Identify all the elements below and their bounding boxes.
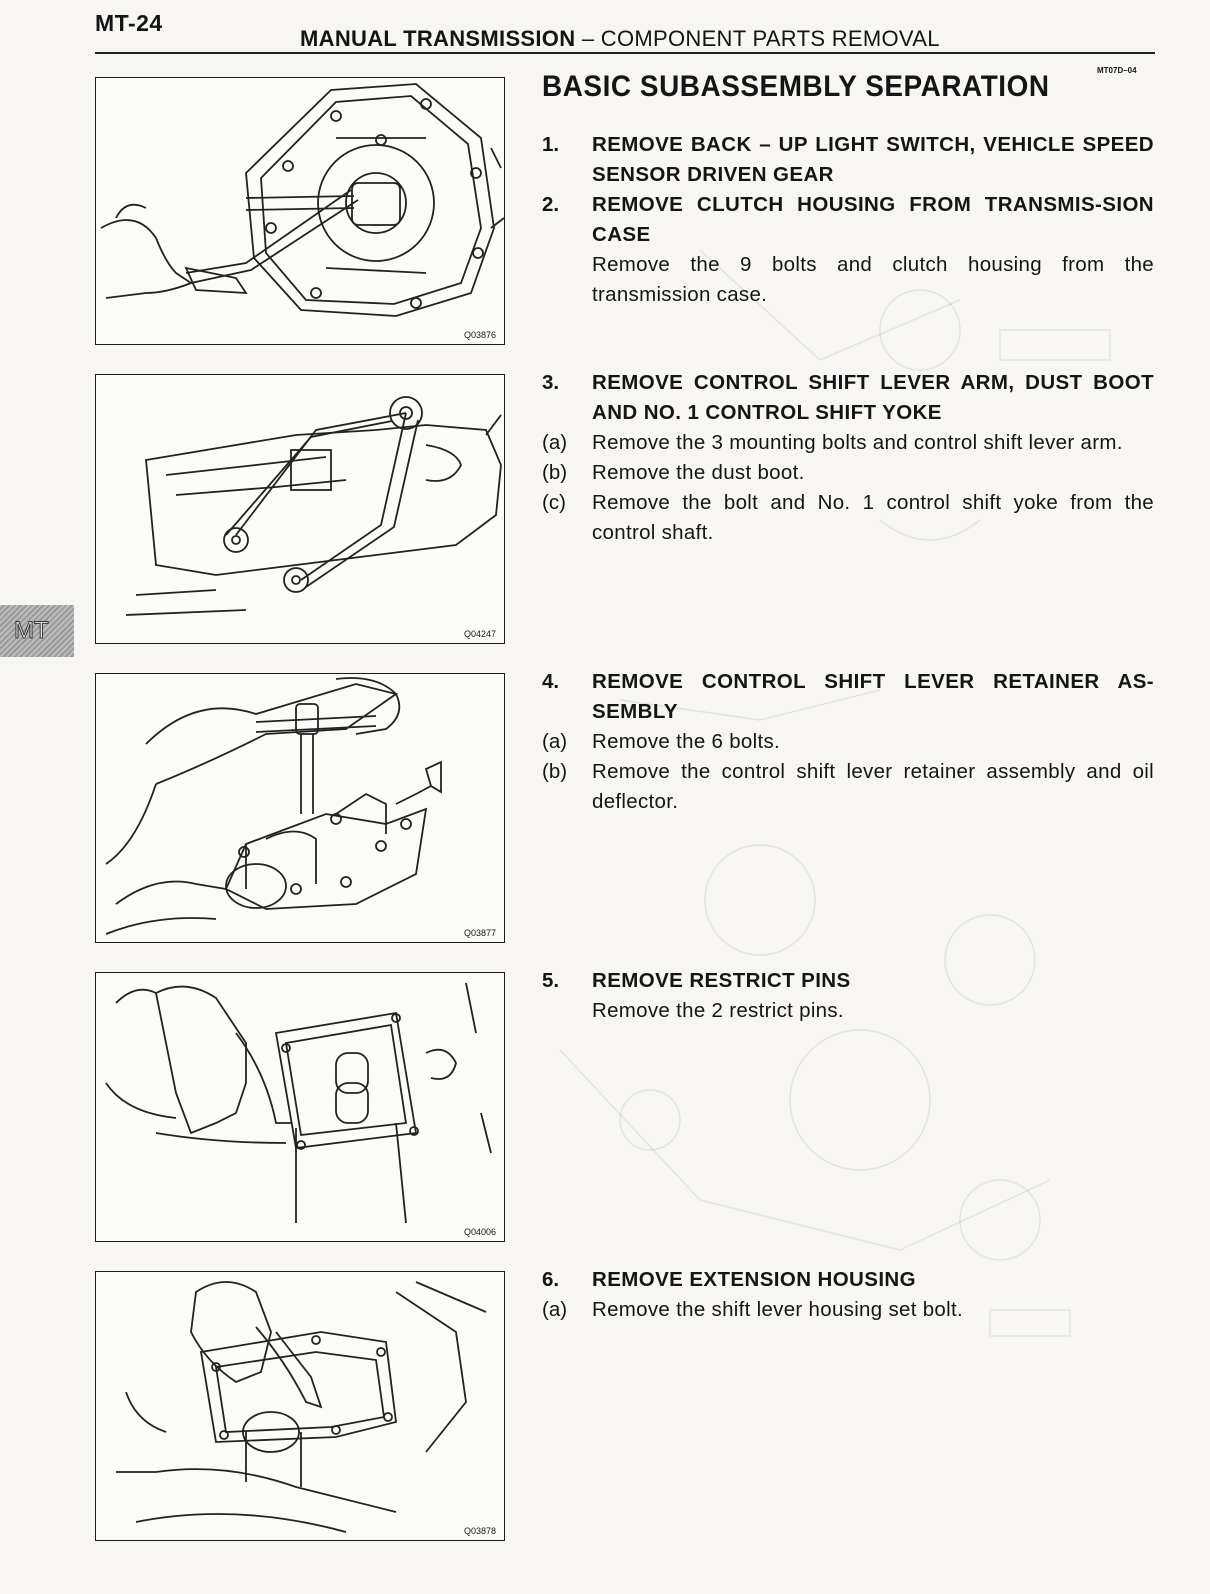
figure-code: Q04247 [463,629,496,639]
step-number: 6. [542,1268,560,1291]
section-title: BASIC SUBASSEMBLY SEPARATION [542,70,1050,103]
figure-code: Q03876 [463,330,496,340]
step-3 [542,368,1154,548]
chapter-title: MANUAL TRANSMISSION [300,26,576,51]
step-number: 1. [542,133,560,156]
substep-label: (b) [542,461,568,484]
substep-label: (c) [542,491,566,514]
figure-code: Q04006 [463,1227,496,1237]
step-number: 3. [542,371,560,394]
subject-title: COMPONENT PARTS REMOVAL [600,26,940,51]
step-number: 2. [542,193,560,216]
substep-text: Remove the 6 bolts. [592,730,781,753]
control-shift-lever-arm-illustration [96,375,505,644]
page-header [300,26,940,52]
step-heading: REMOVE CONTROL SHIFT LEVER RETAINER AS-SEMBLY [592,670,1154,723]
figure-control-shift-lever-arm [95,374,505,644]
figure-clutch-housing [95,77,505,345]
step-1 [542,130,1154,190]
clutch-housing-illustration [96,78,505,345]
step-heading: REMOVE BACK – UP LIGHT SWITCH, VEHICLE SPEED SENSOR DRIVEN GEAR [592,133,1154,186]
figure-shift-lever-retainer [95,673,505,943]
substep-label: (a) [542,1298,568,1321]
substep-text: Remove the 3 mounting bolts and control shift lever arm. [592,431,1123,454]
section-tab [0,605,74,657]
step-heading: REMOVE CLUTCH HOUSING FROM TRANSMIS-SION CASE [592,193,1154,246]
step-4 [542,667,1154,817]
substep-label: (a) [542,431,568,454]
step-6 [542,1265,1154,1325]
header-separator: – [575,26,601,51]
substep-text: Remove the control shift lever retainer assembly and oil deflector. [592,760,1154,813]
step-number: 5. [542,969,560,992]
step-heading: REMOVE EXTENSION HOUSING [592,1268,916,1291]
substep-label: (a) [542,730,568,753]
step-instruction: Remove the 2 restrict pins. [592,999,844,1022]
substep-text: Remove the shift lever housing set bolt. [592,1298,963,1321]
page-number: MT-24 [95,10,163,36]
shift-lever-retainer-illustration [96,674,505,943]
section-tab-label: MT [14,617,49,644]
restrict-pins-illustration [96,973,505,1242]
substep-text: Remove the dust boot. [592,461,805,484]
step-instruction: Remove the 9 bolts and clutch housing from the transmission case. [592,253,1154,306]
figure-extension-housing [95,1271,505,1541]
step-heading: REMOVE RESTRICT PINS [592,969,851,992]
header-rule [95,52,1155,54]
step-number: 4. [542,670,560,693]
figure-code: Q03878 [463,1526,496,1536]
step-2 [542,190,1154,310]
substep-text: Remove the bolt and No. 1 control shift yoke from the control shaft. [592,491,1154,544]
step-5 [542,966,1154,1026]
document-code: MT07D–04 [1097,66,1137,75]
extension-housing-illustration [96,1272,505,1541]
figure-code: Q03877 [463,928,496,938]
substep-label: (b) [542,760,568,783]
step-heading: REMOVE CONTROL SHIFT LEVER ARM, DUST BOOT AND NO. 1 CONTROL SHIFT YOKE [592,371,1154,424]
figure-restrict-pins [95,972,505,1242]
